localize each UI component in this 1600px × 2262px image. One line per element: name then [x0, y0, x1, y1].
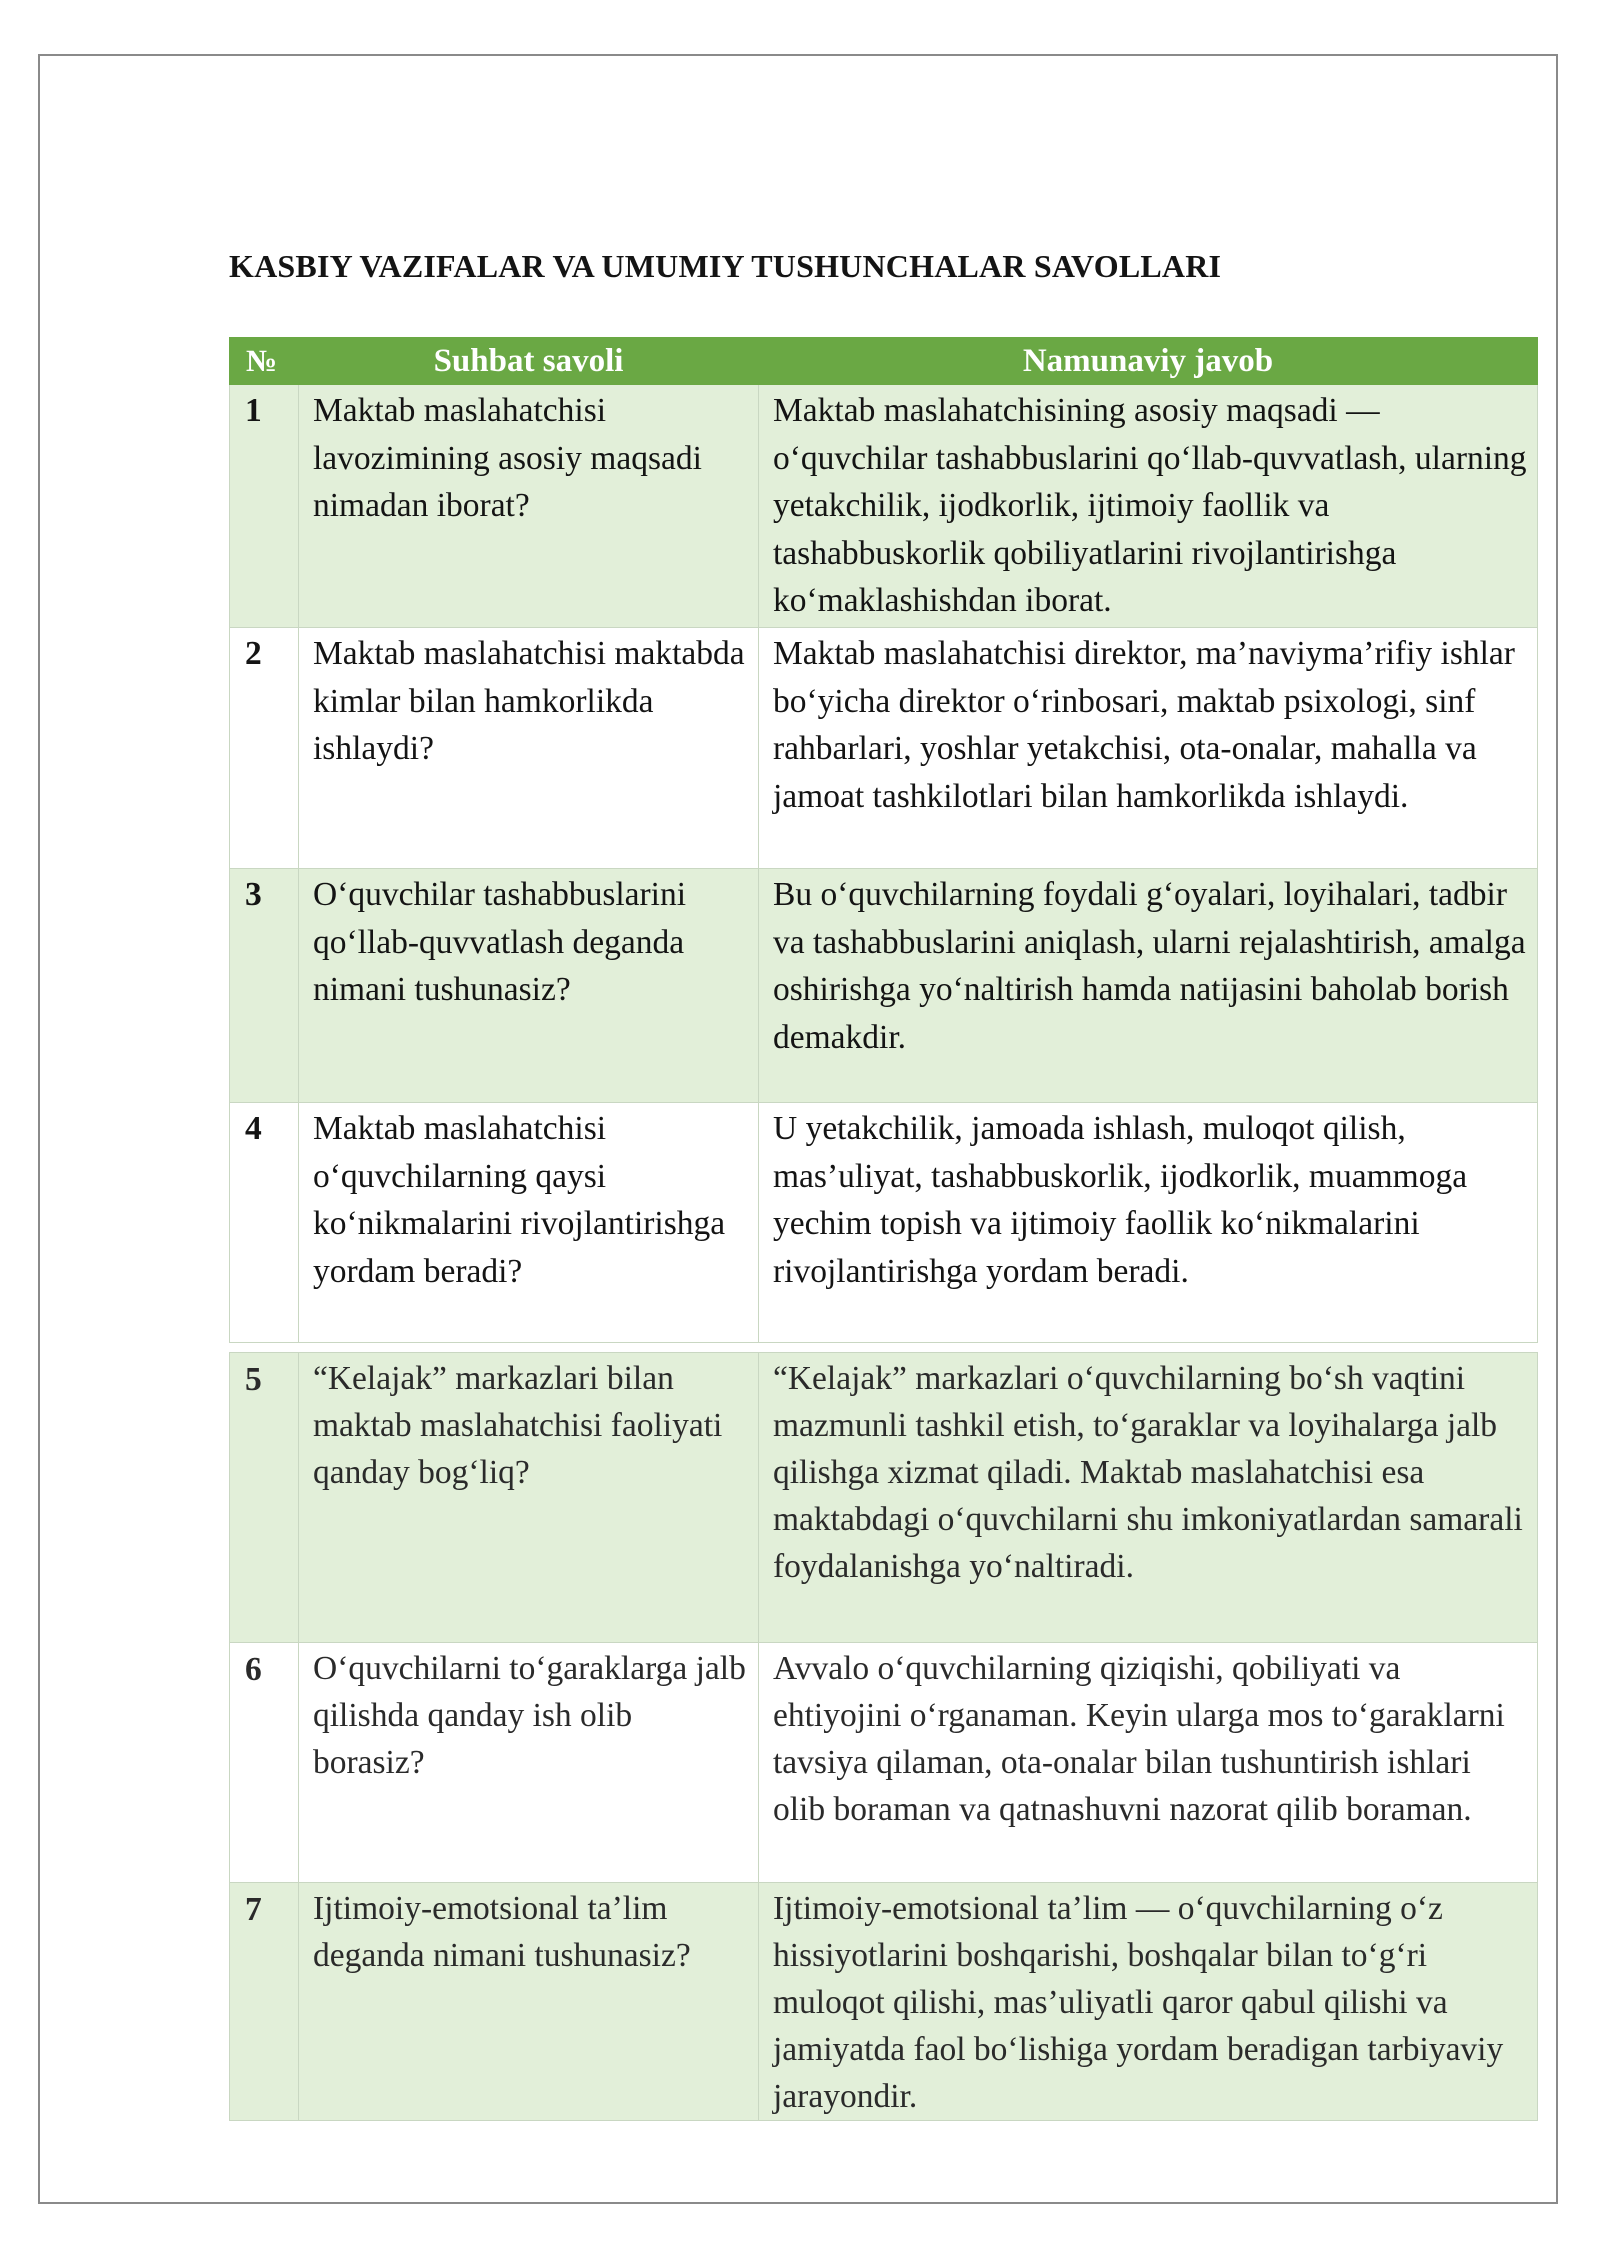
row-question: “Kelajak” markazlari bilan maktab maslahatchisi faoliyati qanday bog‘liq?	[299, 1353, 759, 1643]
qa-table-continued	[229, 1352, 1538, 2121]
row-number: 6	[230, 1643, 299, 1883]
row-answer: Maktab maslahatchisi direktor, ma’naviyma’rifiy ishlar bo‘yicha direktor o‘rinbosari, maktab psixologi, sinf rahbarlari, yoshlar yetakchisi, ota-onalar, mahalla va jamoat tashkilotlari bilan hamkorlikda ishlaydi.	[759, 628, 1538, 869]
table-row	[230, 1103, 1538, 1343]
table-row	[230, 1353, 1538, 1643]
row-answer: U yetakchilik, jamoada ishlash, muloqot qilish, mas’uliyat, tashabbuskorlik, ijodkorlik, muammoga yechim topish va ijtimoiy faollik ko‘nikmalarini rivojlantirishga yordam beradi.	[759, 1103, 1538, 1343]
header-question: Suhbat savoli	[299, 338, 759, 385]
row-question: Maktab maslahatchisi maktabda kimlar bilan hamkorlikda ishlaydi?	[299, 628, 759, 869]
table-header-row	[230, 338, 1538, 385]
row-answer: Bu o‘quvchilarning foydali g‘oyalari, loyihalari, tadbir va tashabbuslarini aniqlash, ularni rejalashtirish, amalga oshirishga yo‘naltirish hamda natijasini baholab borish demakdir.	[759, 869, 1538, 1103]
row-number: 2	[230, 628, 299, 869]
table-row	[230, 1643, 1538, 1883]
header-answer: Namunaviy javob	[759, 338, 1538, 385]
row-number: 7	[230, 1883, 299, 2121]
row-number: 1	[230, 385, 299, 628]
row-number: 4	[230, 1103, 299, 1343]
page-title: KASBIY VAZIFALAR VA UMUMIY TUSHUNCHALAR SAVOLLARI	[229, 248, 1222, 284]
table-row	[230, 869, 1538, 1103]
header-number: №	[230, 338, 299, 385]
table-row	[230, 628, 1538, 869]
row-question: O‘quvchilarni to‘garaklarga jalb qilishda qanday ish olib borasiz?	[299, 1643, 759, 1883]
row-question: Maktab maslahatchisi lavozimining asosiy maqsadi nimadan iborat?	[299, 385, 759, 628]
row-number: 5	[230, 1353, 299, 1643]
row-question: O‘quvchilar tashabbuslarini qo‘llab-quvvatlash deganda nimani tushunasiz?	[299, 869, 759, 1103]
table-row	[230, 1883, 1538, 2121]
row-answer: Ijtimoiy-emotsional ta’lim — o‘quvchilarning o‘z hissiyotlarini boshqarishi, boshqalar bilan to‘g‘ri muloqot qilishi, mas’uliyatli qaror qabul qilishi va jamiyatda faol bo‘lishiga yordam beradigan tarbiyaviy jarayondir.	[759, 1883, 1538, 2121]
row-answer: Maktab maslahatchisining asosiy maqsadi — o‘quvchilar tashabbuslarini qo‘llab-quvvatlash, ularning yetakchilik, ijodkorlik, ijtimoiy faollik va tashabbuskorlik qobiliyatlarini rivojlantirishga ko‘maklashishdan iborat.	[759, 385, 1538, 628]
table-row	[230, 385, 1538, 628]
row-number: 3	[230, 869, 299, 1103]
row-question: Ijtimoiy-emotsional ta’lim deganda nimani tushunasiz?	[299, 1883, 759, 2121]
row-question: Maktab maslahatchisi o‘quvchilarning qaysi ko‘nikmalarini rivojlantirishga yordam beradi?	[299, 1103, 759, 1343]
row-answer: Avvalo o‘quvchilarning qiziqishi, qobiliyati va ehtiyojini o‘rganaman. Keyin ularga mos to‘garaklarni tavsiya qilaman, ota-onalar bilan tushuntirish ishlari olib boraman va qatnashuvni nazorat qilib boraman.	[759, 1643, 1538, 1883]
qa-table	[229, 337, 1538, 1343]
row-answer: “Kelajak” markazlari o‘quvchilarning bo‘sh vaqtini mazmunli tashkil etish, to‘garaklar va loyihalarga jalb qilishga xizmat qiladi. Maktab maslahatchisi esa maktabdagi o‘quvchilarni shu imkoniyatlardan samarali foydalanishga yo‘naltiradi.	[759, 1353, 1538, 1643]
